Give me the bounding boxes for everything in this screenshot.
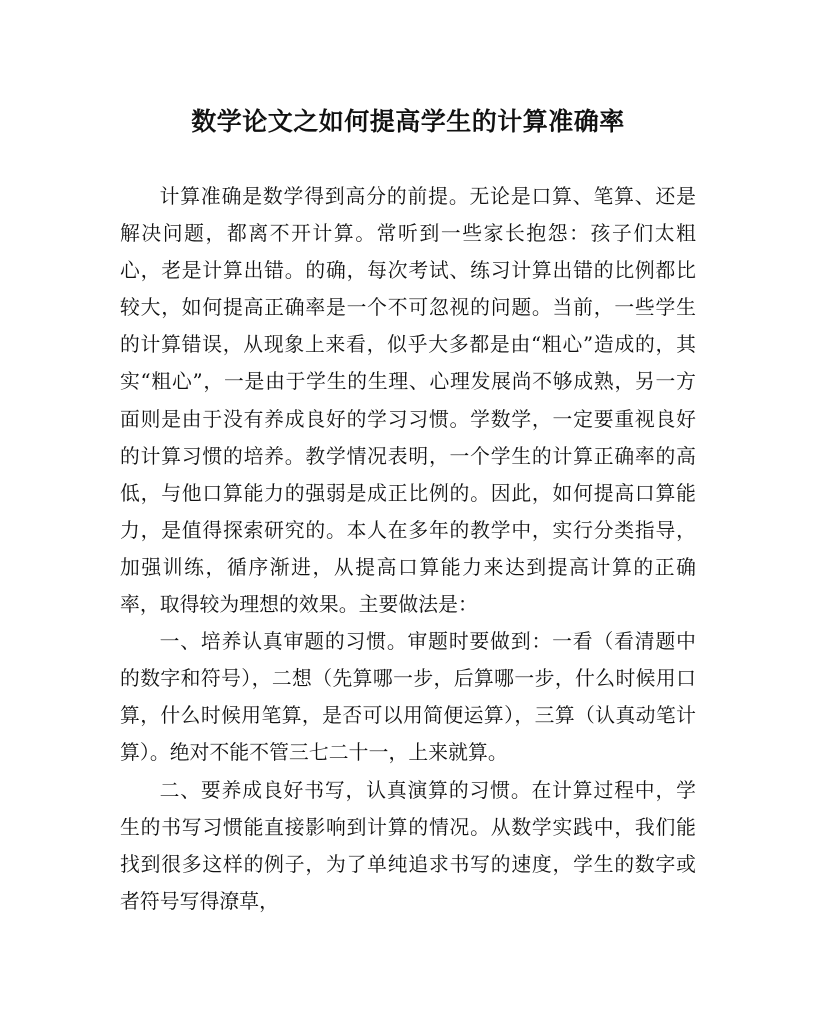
paragraph-intro: 计算准确是数学得到高分的前提。无论是口算、笔算、还是解决问题，都离不开计算。常听到一些家长抱怨：孩子们太粗心，老是计算出错。的确，每次考试、练习计算出错的比例都比较大，如何提高正确率是一个不可忽视的问题。当前，一些学生的计算错误，从现象上来看，似乎大多都是由“粗心”造成的，其实“粗心”，一是由于学生的生理、心理发展尚不够成熟，另一方面则是由于没有养成良好的学习习惯。学数学，一定要重视良好的计算习惯的培养。教学情况表明，一个学生的计算正确率的高低，与他口算能力的强弱是成正比例的。因此，如何提高口算能力，是值得探索研究的。本人在多年的教学中，实行分类指导，加强训练，循序渐进，从提高口算能力来达到提高计算的正确率，取得较为理想的效果。主要做法是： [120, 185, 696, 617]
paragraph-point-two: 二、要养成良好书写，认真演算的习惯。在计算过程中，学生的书写习惯能直接影响到计算的情况。从数学实践中，我们能找到很多这样的例子，为了单纯追求书写的速度，学生的数字或者符号写得潦草， [120, 778, 696, 913]
document-body [120, 178, 696, 920]
paragraph-point-one: 一、培养认真审题的习惯。审题时要做到：一看（看清题中的数字和符号），二想（先算哪一步，后算哪一步，什么时候用口算，什么时候用笔算，是否可以用简便运算），三算（认真动笔计算）。绝对不能不管三七二十一，上来就算。 [120, 630, 696, 765]
document-title: 数学论文之如何提高学生的计算准确率 [191, 107, 625, 136]
